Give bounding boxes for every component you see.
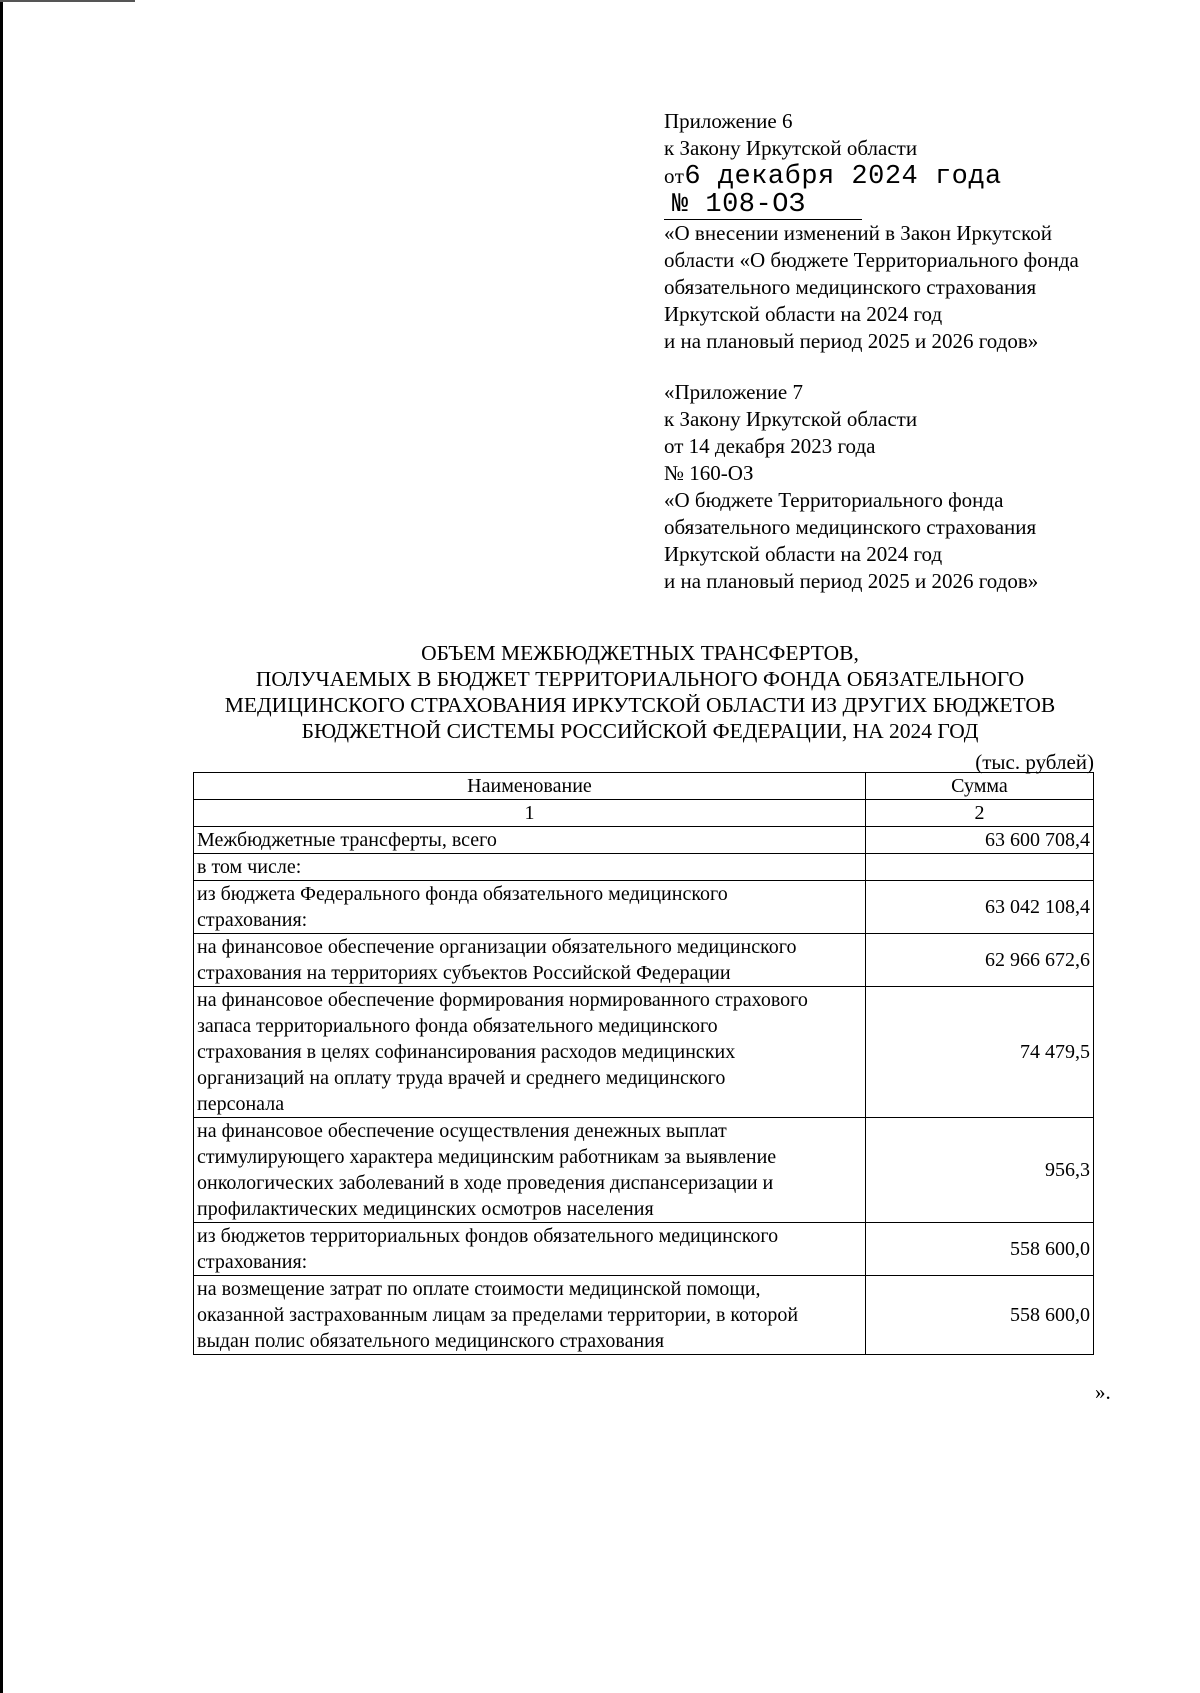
row-name-line: на финансовое обеспечение организации обязательного медицинского [197,936,797,958]
quoted-header-line: и на плановый период 2025 и 2026 годов» [664,569,1039,593]
row-sum: 956,3 [865,1118,1093,1223]
header-sum: Сумма [865,773,1093,800]
row-name [194,1118,866,1223]
closing-quote: ». [1095,1380,1111,1404]
unit-label: (тыс. рублей) [975,750,1094,774]
document-title [150,640,1130,744]
table-row [194,1223,1094,1276]
table-row [194,854,1094,881]
row-sum: 62 966 672,6 [865,934,1093,987]
table-row [194,934,1094,987]
title-line: ОБЪЕМ МЕЖБЮДЖЕТНЫХ ТРАНСФЕРТОВ, [421,641,859,665]
transfers-table [193,772,1094,1355]
subject-line: обязательного медицинского страхования [664,275,1037,299]
row-name-line: страхования на территориях субъектов Российской Федерации [197,962,731,984]
row-name-line: стимулирующего характера медицинским работникам за выявление [197,1146,777,1168]
number-line [664,191,1134,220]
title-line: ПОЛУЧАЕМЫХ В БЮДЖЕТ ТЕРРИТОРИАЛЬНОГО ФОНДА ОБЯЗАТЕЛЬНОГО [255,667,1025,691]
table-row [194,1118,1094,1223]
row-name-line: в том числе: [197,856,302,878]
row-name-line: онкологических заболеваний в ходе проведения диспансеризации и [197,1172,774,1194]
column-number: 1 [194,800,866,827]
date-prefix: от [664,164,685,188]
to-law-line: к Закону Иркутской области [664,136,918,160]
row-name-line: Межбюджетные трансферты, всего [197,829,497,851]
row-sum [865,854,1093,881]
row-name-line: на финансовое обеспечение формирования нормированного страхового [197,989,808,1011]
row-name [194,881,866,934]
row-name [194,1276,866,1355]
row-name-line: оказанной застрахованным лицам за пределами территории, в которой [197,1304,799,1326]
row-name-line: на финансовое обеспечение осуществления денежных выплат [197,1120,727,1142]
row-sum: 74 479,5 [865,987,1093,1118]
appendix-label: Приложение 6 [664,109,793,133]
row-name-line: на возмещение затрат по оплате стоимости медицинской помощи, [197,1278,761,1300]
row-name-line: профилактических медицинских осмотров населения [197,1198,654,1220]
header-name: Наименование [194,773,866,800]
column-number: 2 [865,800,1093,827]
title-line: БЮДЖЕТНОЙ СИСТЕМЫ РОССИЙСКОЙ ФЕДЕРАЦИИ, НА 2024 ГОД [301,719,979,743]
table-row [194,881,1094,934]
handwritten-date: 6 декабря 2024 года [684,162,1002,192]
row-name [194,1223,866,1276]
table-header-row [194,773,1094,800]
row-name-line: страхования: [197,1251,308,1273]
scan-top-mark [0,0,135,2]
row-name-line: запаса территориального фонда обязательного медицинского [197,1015,718,1037]
scan-left-edge [0,0,3,1693]
table-row [194,827,1094,854]
row-name-line: организаций на оплату труда врачей и среднего медицинского [197,1067,726,1089]
row-name-line: персонала [197,1093,285,1115]
quoted-header-line: № 160-ОЗ [664,461,754,485]
row-name [194,934,866,987]
quoted-header-line: «Приложение 7 [664,380,803,404]
table-row [194,1276,1094,1355]
handwritten-number: № 108-ОЗ [664,191,862,220]
subject-line: области «О бюджете Территориального фонда [664,248,1079,272]
row-sum: 558 600,0 [865,1223,1093,1276]
appendix-header [664,108,1134,595]
row-sum: 558 600,0 [865,1276,1093,1355]
row-name-line: выдан полис обязательного медицинского страхования [197,1330,665,1352]
quoted-header-line: к Закону Иркутской области [664,407,918,431]
subject-line: и на плановый период 2025 и 2026 годов» [664,329,1039,353]
row-name-line: из бюджетов территориальных фондов обязательного медицинского [197,1225,779,1247]
date-line [664,162,1134,191]
quoted-header-line: обязательного медицинского страхования [664,515,1037,539]
quoted-header-line: «О бюджете Территориального фонда [664,488,1004,512]
table-row [194,987,1094,1118]
row-name-line: из бюджета Федерального фонда обязательного медицинского [197,883,728,905]
subject-line: Иркутской области на 2024 год [664,302,943,326]
title-line: МЕДИЦИНСКОГО СТРАХОВАНИЯ ИРКУТСКОЙ ОБЛАСТИ ИЗ ДРУГИХ БЮДЖЕТОВ [224,693,1056,717]
row-name [194,827,866,854]
row-name-line: страхования в целях софинансирования расходов медицинских [197,1041,736,1063]
row-name-line: страхования: [197,909,308,931]
quoted-header-line: Иркутской области на 2024 год [664,542,943,566]
row-sum: 63 042 108,4 [865,881,1093,934]
subject-line: «О внесении изменений в Закон Иркутской [664,221,1052,245]
row-sum: 63 600 708,4 [865,827,1093,854]
column-number-row [194,800,1094,827]
row-name [194,854,866,881]
row-name [194,987,866,1118]
quoted-header-line: от 14 декабря 2023 года [664,434,876,458]
